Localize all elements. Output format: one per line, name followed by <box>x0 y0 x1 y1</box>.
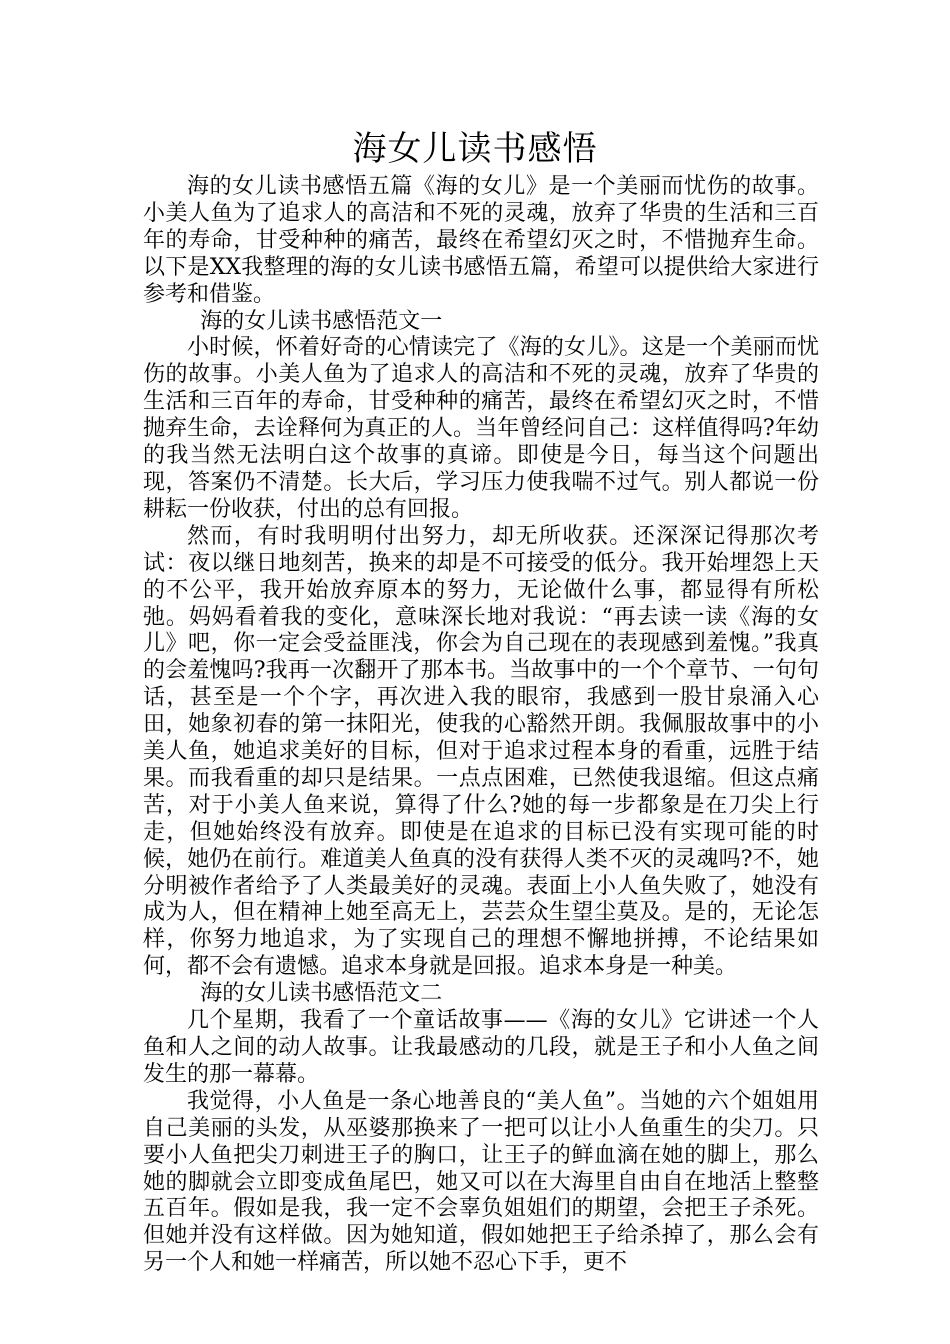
body-paragraph: 我觉得，小人鱼是一条心地善良的“美人鱼”。当她的六个姐姐用自己美丽的头发，从巫婆那换来了一把可以让小人鱼重生的尖刀。只要小人鱼把尖刀刺进王子的胸口，让王子的鲜血滴在她的脚上，那么她的脚就会立即变成鱼尾巴，她又可以在大海里自由自在地活上整整五百年。假如是我，我一定不会辜负姐姐们的期望，会把王子杀死。但她并没有这样做。因为她知道，假如她把王子给杀掉了，那么会有另一个人和她一样痛苦，所以她不忍心下手，更不 <box>143 1088 819 1276</box>
document-body <box>143 174 819 1277</box>
intro-paragraph: 海的女儿读书感悟五篇《海的女儿》是一个美丽而忧伤的故事。小美人鱼为了追求人的高洁和不死的灵魂，放弃了华贵的生活和三百年的寿命，甘受种种的痛苦，最终在希望幻灭之时，不惜抛弃生命。以下是XX我整理的海的女儿读书感悟五篇，希望可以提供给大家进行参考和借鉴。 <box>143 174 819 307</box>
section-heading-2: 海的女儿读书感悟范文二 <box>200 981 443 1007</box>
body-paragraph: 然而，有时我明明付出努力，却无所收获。还深深记得那次考试：夜以继日地刻苦，换来的却是不可接受的低分。我开始埋怨上天的不公平，我开始放弃原本的努力，无论做什么事，都显得有所松弛。妈妈看着我的变化，意味深长地对我说：“再去读一读《海的女儿》吧，你一定会受益匪浅，你会为自己现在的表现感到羞愧。”我真的会羞愧吗?我再一次翻开了那本书。当故事中的一个个章节、一句句话，甚至是一个个字，再次进入我的眼帘，我感到一股甘泉涌入心田，她象初春的第一抹阳光，使我的心豁然开朗。我佩服故事中的小美人鱼，她追求美好的目标，但对于追求过程本身的看重，远胜于结果。而我看重的却只是结果。一点点困难，已然使我退缩。但这点痛苦，对于小美人鱼来说，算得了什么?她的每一步都象是在刀尖上行走，但她始终没有放弃。即使是在追求的目标已没有实现可能的时候，她仍在前行。难道美人鱼真的没有获得人类不灭的灵魂吗?不，她分明被作者给予了人类最美好的灵魂。表面上小人鱼失败了，她没有成为人，但在精神上她至高无上，芸芸众生望尘莫及。是的，无论怎样，你努力地追求，为了实现自己的理想不懈地拼搏，不论结果如何，都不会有遗憾。追求本身就是回报。追求本身是一种美。 <box>143 523 819 980</box>
body-paragraph: 小时候，怀着好奇的心情读完了《海的女儿》。这是一个美丽而忧伤的故事。小美人鱼为了追求人的高洁和不死的灵魂，放弃了华贵的生活和三百年的寿命，甘受种种的痛苦，最终在希望幻灭之时，不惜抛弃生命，去诠释何为真正的人。当年曾经问自己：这样值得吗?年幼的我当然无法明白这个故事的真谛。即使是今日，每当这个问题出现，答案仍不清楚。长大后，学习压力使我喘不过气。别人都说一份耕耘一份收获，付出的总有回报。 <box>143 335 819 522</box>
body-paragraph: 几个星期，我看了一个童话故事——《海的女儿》它讲述一个人鱼和人之间的动人故事。让我最感动的几段，就是王子和小人鱼之间发生的那一幕幕。 <box>143 1008 819 1087</box>
section-heading-1: 海的女儿读书感悟范文一 <box>200 308 443 334</box>
document-title: 海女儿读书感悟 <box>352 129 598 169</box>
